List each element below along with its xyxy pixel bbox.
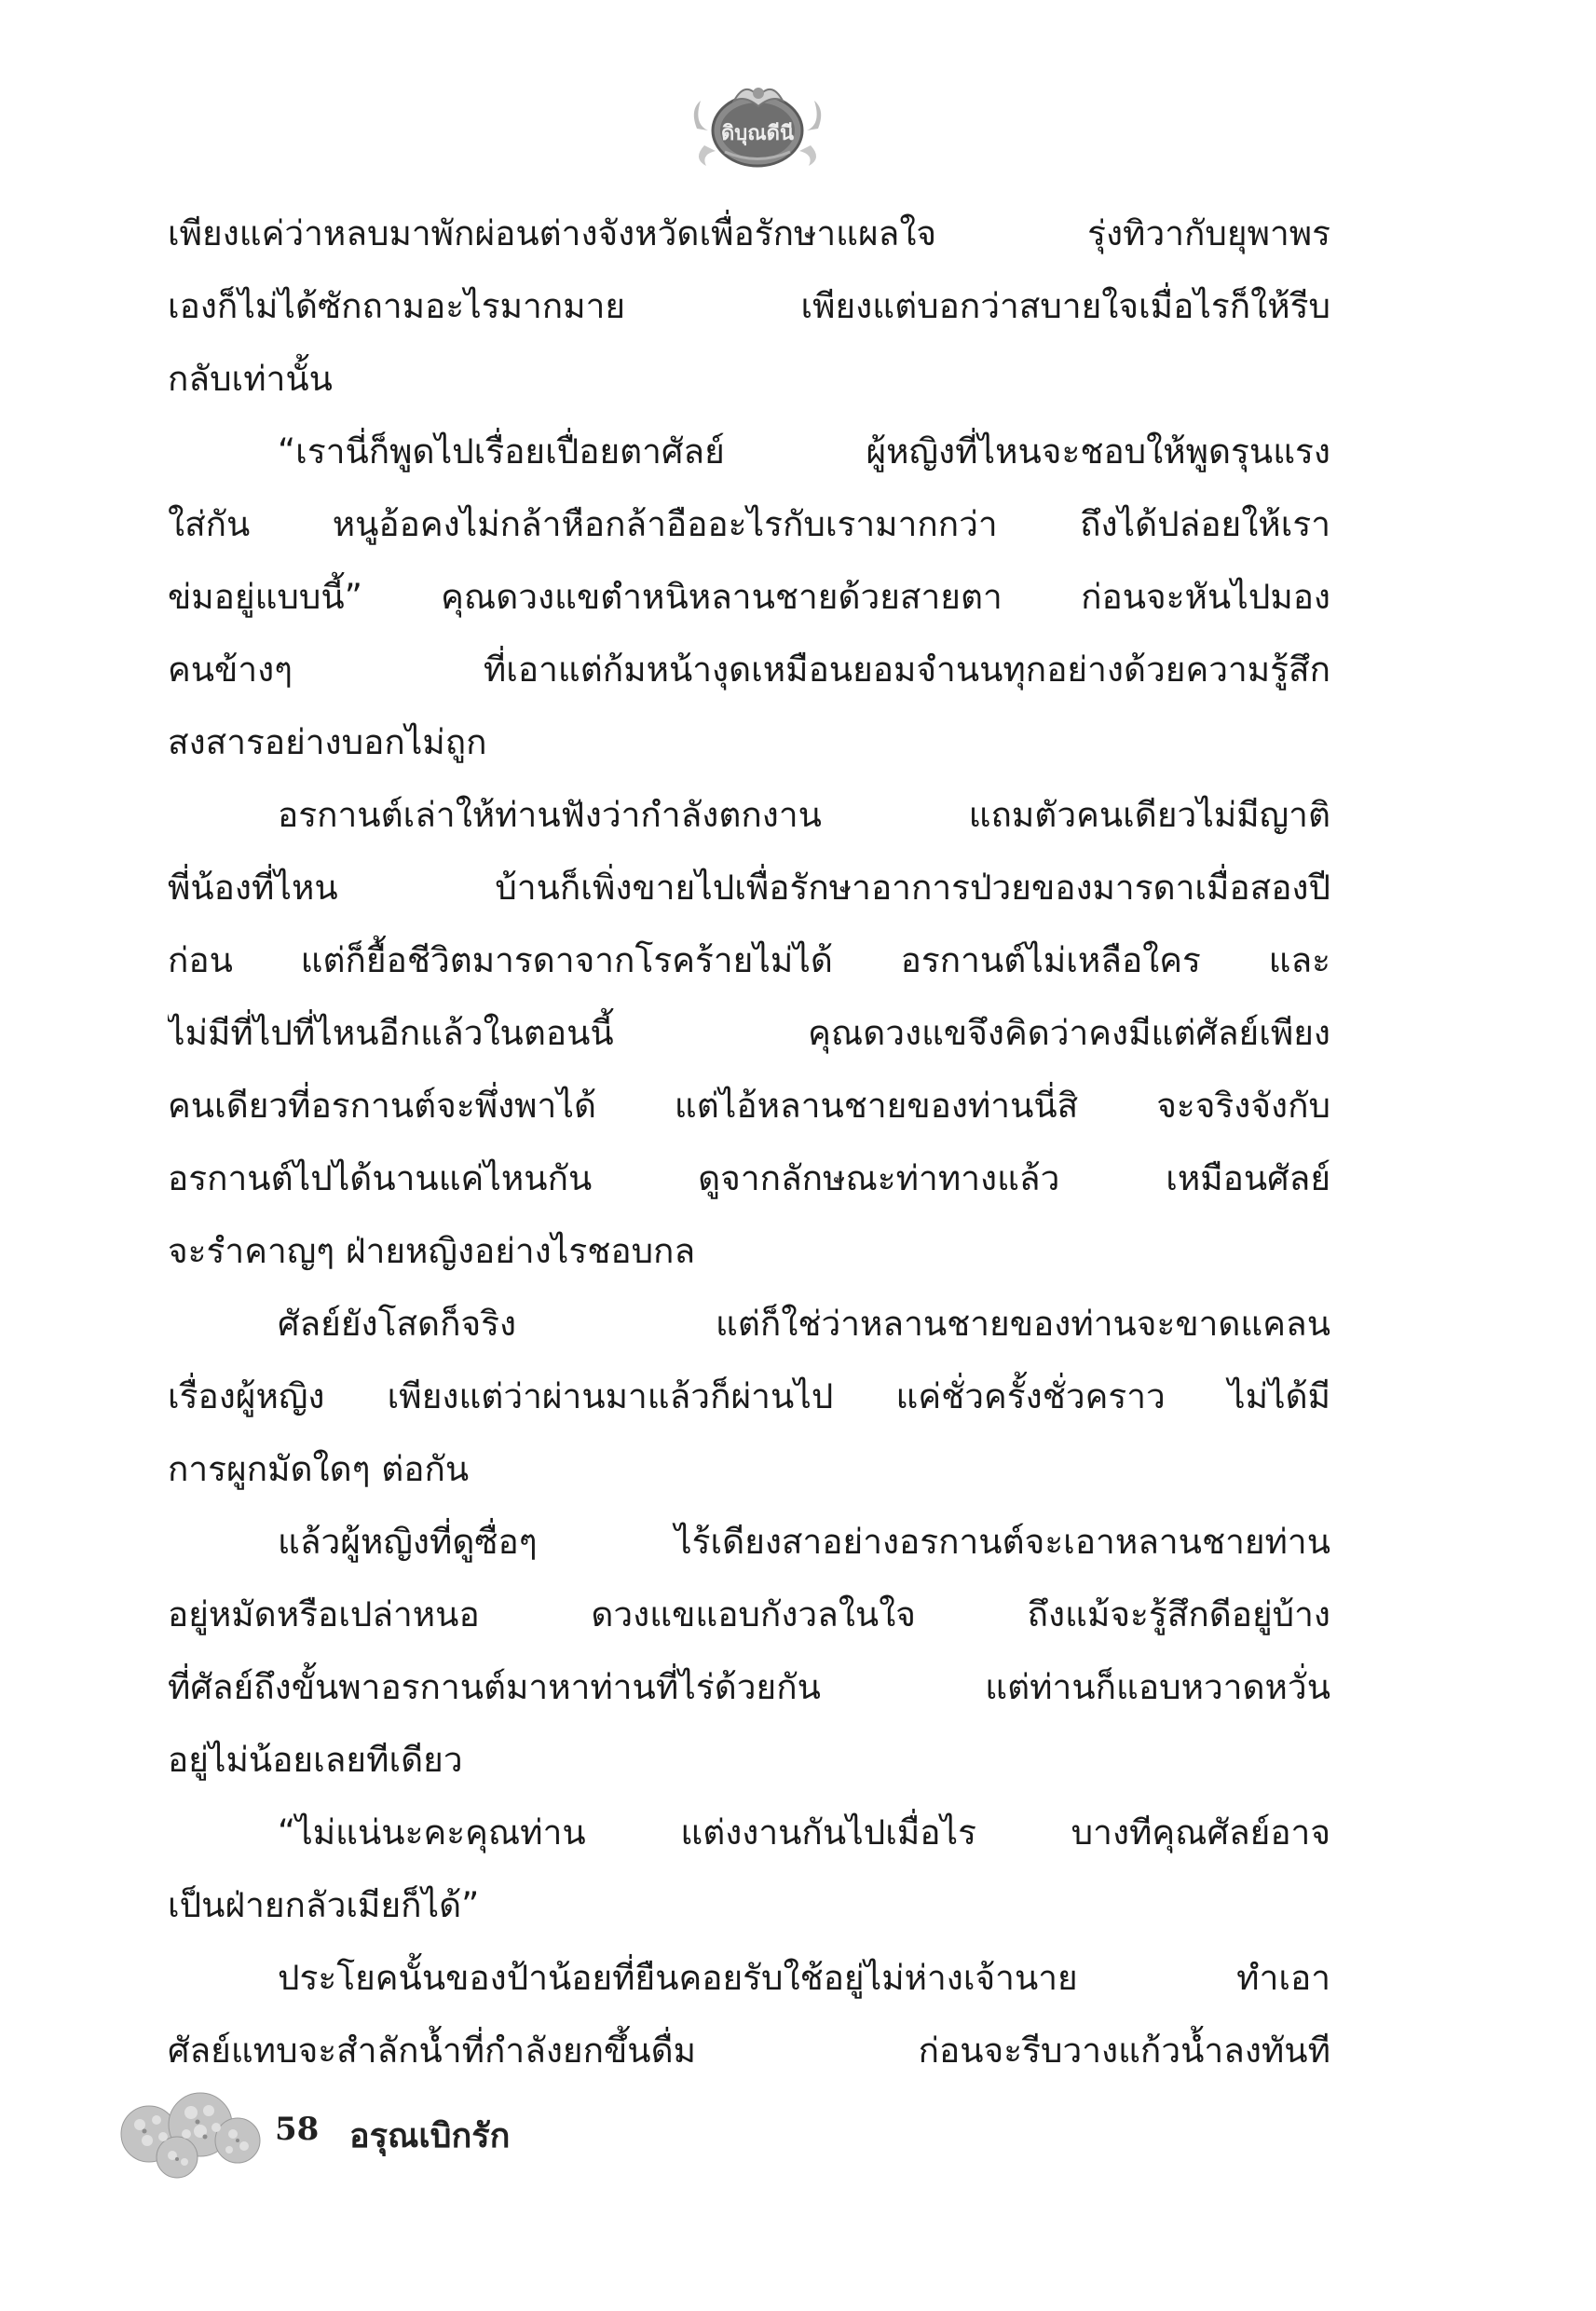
logo-text: ดิบุณดีนี <box>721 122 794 145</box>
page-footer <box>112 2083 671 2195</box>
text-line-13: คนเดียวที่อรกานต์จะพึ่งพาได้ แต่ไอ้หลานชายของท่านนี่สิ จะจริงจังกับ <box>168 1086 1330 1126</box>
text-line-3: กลับเท่านั้น <box>168 359 333 399</box>
text-line-11: ก่อน แต่ก็ยื้อชีวิตมารดาจากโรคร้ายไม่ได้ อรกานต์ไม่เหลือใคร และ <box>168 940 1330 980</box>
text-line-17: เรื่องผู้หญิง เพียงแต่ว่าผ่านมาแล้วก็ผ่านไป แค่ชั่วครั้งชั่วคราว ไม่ได้มี <box>168 1376 1330 1416</box>
text-line-22: อยู่ไม่น้อยเลยทีเดียว <box>168 1740 463 1780</box>
text-line-2: เองก็ไม่ได้ซักถามอะไรมากมาย เพียงแต่บอกว่าสบายใจเมื่อไรก็ให้รีบ <box>168 286 1330 326</box>
text-line-10: พี่น้องที่ไหน บ้านก็เพิ่งขายไปเพื่อรักษาอาการป่วยของมารดาเมื่อสองปี <box>168 868 1330 908</box>
text-line-5: ใส่กัน หนูอ้อคงไม่กล้าหือกล้าอืออะไรกับเรามากกว่า ถึงได้ปล่อยให้เรา <box>168 504 1330 544</box>
text-line-21: ที่ศัลย์ถึงขั้นพาอรกานต์มาหาท่านที่ไร่ด้วยกัน แต่ท่านก็แอบหวาดหวั่น <box>168 1667 1330 1707</box>
page-body <box>168 198 1330 2087</box>
text-line-25: ประโยคนั้นของป้าน้อยที่ยืนคอยรับใช้อยู่ไม่ห่างเจ้านาย ทำเอา <box>278 1958 1330 1998</box>
text-line-4: “เรานี่ก็พูดไปเรื่อยเปื่อยตาศัลย์ ผู้หญิงที่ไหนจะชอบให้พูดรุนแรง <box>278 431 1330 472</box>
text-line-15: จะรำคาญๆ ฝ่ายหญิงอย่างไรชอบกล <box>168 1231 696 1271</box>
text-line-7: คนข้างๆ ที่เอาแต่ก้มหน้างุดเหมือนยอมจำนนทุกอย่างด้วยความรู้สึก <box>168 650 1330 690</box>
flower-ornament-icon <box>112 2083 270 2185</box>
text-line-20: อยู่หมัดหรือเปล่าหนอ ดวงแขแอบกังวลในใจ ถึงแม้จะรู้สึกดีอยู่บ้าง <box>168 1594 1330 1634</box>
text-line-12: ไม่มีที่ไปที่ไหนอีกแล้วในตอนนี้ คุณดวงแขจึงคิดว่าคงมีแต่ศัลย์เพียง <box>168 1013 1330 1053</box>
text-line-9: อรกานต์เล่าให้ท่านฟังว่ากำลังตกงาน แถมตัวคนเดียวไม่มีญาติ <box>278 795 1330 835</box>
text-line-6: ข่มอยู่แบบนี้” คุณดวงแขตำหนิหลานชายด้วยสายตา ก่อนจะหันไปมอง <box>168 577 1330 617</box>
text-line-8: สงสารอย่างบอกไม่ถูก <box>168 722 487 762</box>
text-line-1: เพียงแค่ว่าหลบมาพักผ่อนต่างจังหวัดเพื่อรักษาแผลใจ รุ่งทิวากับยุพาพร <box>168 213 1330 253</box>
text-line-26: ศัลย์แทบจะสำลักน้ำที่กำลังยกขึ้นดื่ม ก่อนจะรีบวางแก้วน้ำลงทันที <box>168 2031 1330 2071</box>
text-line-19: แล้วผู้หญิงที่ดูซื่อๆ ไร้เดียงสาอย่างอรกานต์จะเอาหลานชายท่าน <box>278 1522 1330 1562</box>
page-number: 58 <box>275 2111 320 2148</box>
bookmark-logo-icon <box>688 73 827 175</box>
text-line-18: การผูกมัดใดๆ ต่อกัน <box>168 1449 470 1489</box>
text-line-16: ศัลย์ยังโสดก็จริง แต่ก็ใช่ว่าหลานชายของท่านจะขาดแคลน <box>278 1304 1330 1344</box>
book-title: อรุณเบิกรัก <box>349 2117 511 2155</box>
text-line-24: เป็นฝ่ายกลัวเมียก็ได้” <box>168 1885 480 1925</box>
text-line-14: อรกานต์ไปได้นานแค่ไหนกัน ดูจากลักษณะท่าทางแล้ว เหมือนศัลย์ <box>168 1158 1330 1198</box>
text-line-23: “ไม่แน่นะคะคุณท่าน แต่งงานกันไปเมื่อไร บางทีคุณศัลย์อาจ <box>278 1812 1330 1853</box>
